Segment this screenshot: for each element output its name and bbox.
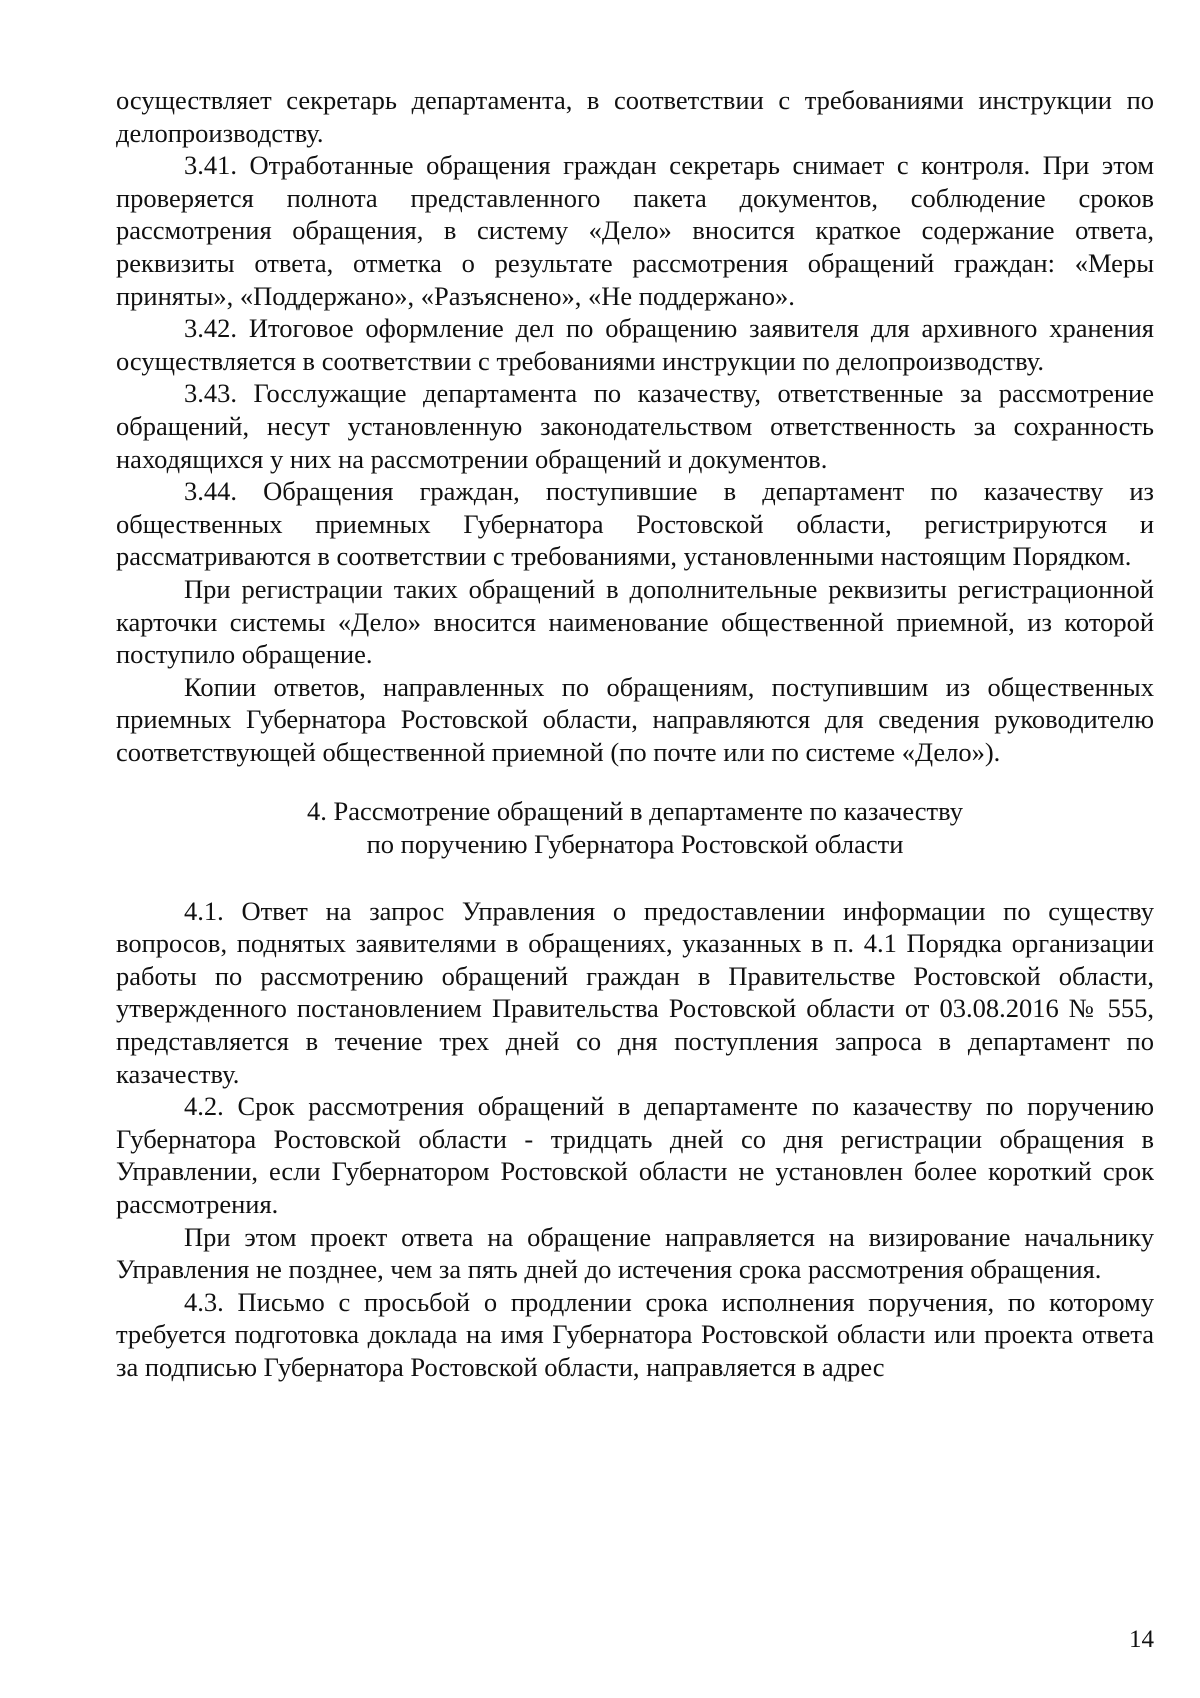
paragraph-copies: Копии ответов, направленных по обращениям, поступившим из общественных приемных Губернатора Ростовской области, направляются для сведения руководителю соответствующей общественной приемной (по почте или по системе «Дело»). <box>116 671 1154 767</box>
page-number: 14 <box>1129 1626 1154 1653</box>
paragraph-registration: При регистрации таких обращений в дополнительные реквизиты регистрационной карточки системы «Дело» вносится наименование общественной приемной, из которой поступило обращение. <box>116 573 1154 670</box>
paragraph-3-42: 3.42. Итоговое оформление дел по обращению заявителя для архивного хранения осуществляется в соответствии с требованиями инструкции по делопроизводству. <box>116 313 1154 376</box>
paragraph-3-43: 3.43. Госслужащие департамента по казачеству, ответственные за рассмотрение обращений, несут установленную законодательством ответственность за сохранность находящихся у них на рассмотрении обращений и документов. <box>116 378 1154 474</box>
paragraph-3-44: 3.44. Обращения граждан, поступившие в департамент по казачеству из общественных приемных Губернатора Ростовской области, регистрируются и рассматриваются в соответствии с требованиями, установленными настоящим Порядком. <box>116 476 1154 572</box>
section-heading-line-1: 4. Рассмотрение обращений в департаменте по казачеству <box>307 796 963 827</box>
paragraph-project-answer: При этом проект ответа на обращение направляется на визирование начальнику Управления не позднее, чем за пять дней до истечения срока рассмотрения обращения. <box>116 1221 1154 1285</box>
paragraph-3-41: 3.41. Отработанные обращения граждан секретарь снимает с контроля. При этом проверяется полнота представленного пакета документов, соблюдение сроков рассмотрения обращения, в систему «Дело» вносится краткое содержание ответа, реквизиты ответа, отметка о результате рассмотрения обращений граждан: «Меры приняты», «Поддержано», «Разъяснено», «Не поддержано». <box>116 150 1154 311</box>
paragraph-continuation: осуществляет секретарь департамента, в соответствии с требованиями инструкции по делопроизводству. <box>116 85 1154 148</box>
document-page <box>116 84 1154 1384</box>
paragraph-4-2: 4.2. Срок рассмотрения обращений в департаменте по казачеству по поручению Губернатора Ростовской области - тридцать дней со дня регистрации обращения в Управлении, если Губернатором Ростовской области не установлен более короткий срок рассмотрения. <box>116 1091 1154 1219</box>
paragraph-4-1: 4.1. Ответ на запрос Управления о предоставлении информации по существу вопросов, поднятых заявителями в обращениях, указанных в п. 4.1 Порядка организации работы по рассмотрению обращений граждан в Правительстве Ростовской области, утвержденного постановлением Правительства Ростовской области от 03.08.2016 № 555, представляется в течение трех дней со дня поступления запроса в департамент по казачеству. <box>116 895 1154 1089</box>
section-heading <box>116 795 1154 860</box>
section-heading-line-2: по поручению Губернатора Ростовской области <box>366 829 904 860</box>
paragraph-4-3: 4.3. Письмо с просьбой о продлении срока исполнения поручения, по которому требуется подготовка доклада на имя Губернатора Ростовской области или проекта ответа за подписью Губернатора Ростовской области, направляется в адрес <box>116 1286 1154 1382</box>
